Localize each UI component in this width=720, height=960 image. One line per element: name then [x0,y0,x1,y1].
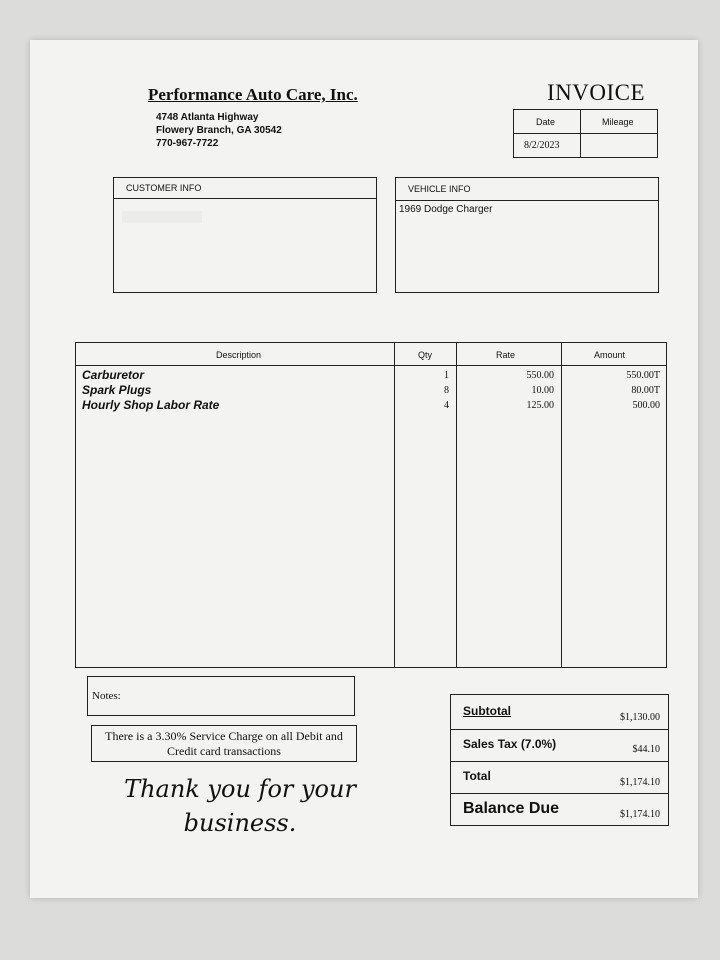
redacted-customer [122,211,202,223]
row-amount: 550.00T [626,370,660,381]
row-qty: 4 [444,400,449,411]
row-description: Carburetor [82,368,145,382]
vehicle-info-box [395,177,659,293]
header-description: Description [216,350,262,360]
sales-tax-label: Sales Tax (7.0%) [463,737,557,751]
notes-box [87,676,355,716]
date-mileage-box [513,109,658,158]
total-label: Total [463,769,491,783]
header-qty: Qty [418,350,433,360]
invoice-date: 8/2/2023 [524,140,560,151]
service-charge-note [91,725,357,762]
row-description: Spark Plugs [82,383,152,397]
vehicle-info-label: VEHICLE INFO [408,184,471,194]
thank-you-line2: business. [183,809,297,837]
invoice-title: INVOICE [547,80,646,105]
row-qty: 1 [444,370,449,381]
vehicle-description: 1969 Dodge Charger [399,204,493,215]
customer-info-box [113,177,377,293]
invoice-paper [30,40,698,898]
subtotal-value: $1,130.00 [620,712,660,723]
header-amount: Amount [594,350,626,360]
sales-tax-value: $44.10 [632,744,660,755]
row-description: Hourly Shop Labor Rate [82,398,220,412]
balance-due-value: $1,174.10 [620,809,660,820]
company-name: Performance Auto Care, Inc. [148,85,358,104]
row-rate: 125.00 [526,400,554,411]
row-rate: 550.00 [526,370,554,381]
header-rate: Rate [496,350,516,360]
row-amount: 80.00T [631,385,660,396]
subtotal-label: Subtotal [463,704,511,718]
customer-info-label: CUSTOMER INFO [126,183,202,193]
row-qty: 8 [444,385,449,396]
row-rate: 10.00 [531,385,554,396]
mileage-label: Mileage [602,117,634,127]
date-label: Date [536,117,556,127]
company-address-line1: 4748 Atlanta Highway [156,112,259,123]
line-items-table [75,342,667,668]
totals-box [450,694,669,826]
total-value: $1,174.10 [620,777,660,788]
service-charge-text: There is a 3.30% Service Charge on all Debit and Credit card transactions [105,729,343,758]
notes-label: Notes: [92,690,121,702]
thank-you-line1: Thank you for your [124,775,356,803]
thank-you-message [100,772,380,840]
balance-due-label: Balance Due [463,800,560,817]
company-address-line2: Flowery Branch, GA 30542 [156,125,282,136]
row-amount: 500.00 [632,400,660,411]
company-phone: 770-967-7722 [156,138,219,149]
